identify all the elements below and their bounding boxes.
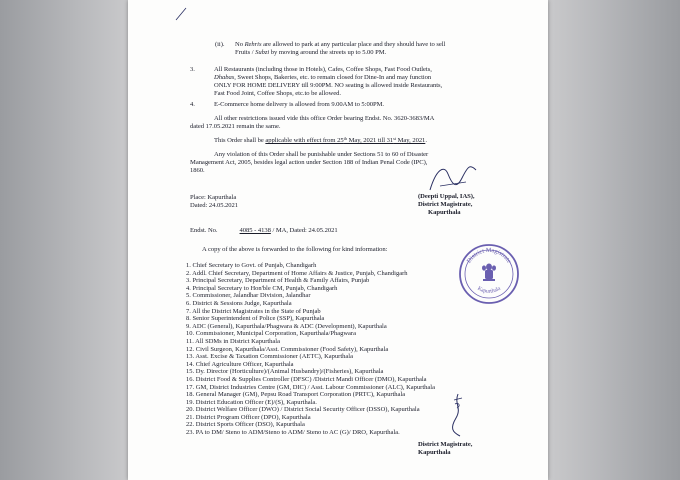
recipient-item: 9. ADC (General), Kapurthala/Phagwara & ADC (Development), Kapurthala [186, 322, 387, 330]
signatory-name: (Deepti Uppal, IAS), [418, 193, 475, 200]
copy-intro: A copy of the above is forwarded to the following for kind information: [202, 246, 388, 253]
emblem-icon [482, 264, 496, 282]
endst-line: Endst. No. 4085 - 4138 / MA, Dated: 24.05.2021 [190, 227, 338, 234]
recipient-item: 15. Dy. Director (Horticulture)/(Animal Husbandry)/(Fisheries), Kapurthala [186, 368, 384, 376]
recipient-item: 4. Principal Secretary to Hon'ble CM, Punjab, Chandigarh [186, 284, 338, 292]
recipient-list [186, 262, 435, 437]
document-page [128, 0, 548, 480]
applicable-line: This Order shall be applicable with effect from 25th May, 2021 till 31st May, 2021. [214, 136, 427, 144]
recipient-item: 1. Chief Secretary to Govt. of Punjab, Chandigarh [186, 262, 317, 269]
item-3-line4: Fast Food Joint, Coffee Shops, etc.to be allowed. [214, 90, 341, 97]
violation-line2: Management Act, 2005, besides legal action under Section 188 of Indian Penal Code (IPC), [190, 159, 428, 166]
recipient-item: 16. District Food & Supplies Controller (DFSC) /District Mandi Officer (DMO), Kapurthala [186, 375, 427, 383]
recipient-item: 11. All SDMs in District Kapurthala [186, 337, 281, 345]
recipient-item: 22. District Sports Officer (DSO), Kapurthala [186, 421, 305, 429]
item-ii-line2: Fruits / Subzi by moving around the streets up to 5.00 PM. [235, 49, 387, 56]
recipient-item: 20. District Welfare Officer (DWO) / District Social Security Officer (DSSO), Kapurthala [186, 406, 420, 414]
signatory-title: District Magistrate, [418, 201, 473, 208]
recipient-item: 3. Principal Secretary, Department of Health & Family Affairs, Punjab [186, 277, 370, 285]
place-label: Place: Kapurthala [190, 194, 237, 201]
recipient-item: 19. District Education Officer (E)/(S), Kapurthala. [186, 398, 317, 406]
pen-mark [174, 6, 188, 22]
item-ii-number: (ii). [215, 41, 225, 48]
district-magistrate-stamp [458, 243, 520, 305]
footer-title: District Magistrate, [418, 441, 473, 448]
violation-line3: 1860. [190, 167, 205, 174]
dated-label: Dated: 24.05.2021 [190, 202, 239, 209]
stamp-bottom-text: Kapurthala [476, 285, 502, 295]
recipient-item: 8. Senior Superintendent of Police (SSP), Kapurthala [186, 315, 325, 323]
recipient-item: 23. PA to DM/ Steno to ADM/Steno to ADM/ Steno to AC (G)/ DRO, Kapurthala. [186, 429, 400, 437]
stamp-top-text: District Magistrate [465, 246, 513, 265]
signature-scribble-bottom [446, 392, 470, 440]
recipient-item: 13. Asst. Excise & Taxation Commissioner (AETC), Kapurthala [186, 353, 353, 361]
item-3-line2: Dhabas, Sweet Shops, Bakeries, etc. to remain closed for Dine-In and may function [214, 74, 432, 81]
signatory-place: Kapurthala [428, 209, 461, 216]
svg-text:Kapurthala [476, 285, 502, 294]
item-3-number: 3. [190, 66, 195, 73]
item-ii-line1: No Rehris are allowed to park at any particular place and they should have to sell [235, 41, 446, 48]
footer-place: Kapurthala [418, 449, 451, 456]
recipient-item: 17. GM, District Industries Centre (GM, DIC) / Asst. Labour Commissioner (ALC), Kapurthala [186, 383, 435, 391]
item-3-line1: All Restaurants (including those in Hotels), Cafes, Coffee Shops, Fast Food Outlets, [214, 66, 432, 73]
recipient-item: 18. General Manager (GM), Pepsu Road Transport Corporation (PRTC), Kapurthala [186, 391, 406, 399]
recipient-item: 12. Civil Surgeon, Kapurthala/Asst. Commissioner (Food Safety), Kapurthala [186, 345, 389, 353]
recipient-item: 10. Commissioner, Municipal Corporation, Kapurthala/Phagwara [186, 330, 356, 338]
recipient-item: 21. District Program Officer (DPO), Kapurthala [186, 413, 311, 421]
left-background [0, 0, 128, 480]
restrictions-line2: dated 17.05.2021 remain the same. [190, 123, 281, 130]
recipient-item: 7. All the District Magistrates in the State of Punjab [186, 307, 321, 315]
right-background [548, 0, 680, 480]
item-4-number: 4. [190, 101, 195, 108]
recipient-item: 2. Addl. Chief Secretary, Department of Home Affairs & Justice, Punjab, Chandigarh [186, 269, 408, 277]
signature-scribble-top [426, 160, 480, 196]
item-3-line3: ONLY FOR HOME DELIVERY till 9:00PM. NO seating is allowed inside Restaurants, [214, 82, 443, 89]
recipient-item: 14. Chief Agriculture Officer, Kapurthala [186, 360, 294, 368]
recipient-item: 6. District & Sessions Judge, Kapurthala [186, 299, 292, 307]
violation-line1: Any violation of this Order shall be punishable under Sections 51 to 60 of Disaster [214, 151, 429, 158]
restrictions-line1: All other restrictions issued vide this office Order bearing Endst. No. 3620-3683/MA [214, 115, 435, 122]
item-4-text: E-Commerce home delivery is allowed from 9.00AM to 5:00PM. [214, 101, 384, 108]
recipient-item: 5. Commissioner, Jalandhar Division, Jalandhar [186, 292, 311, 300]
